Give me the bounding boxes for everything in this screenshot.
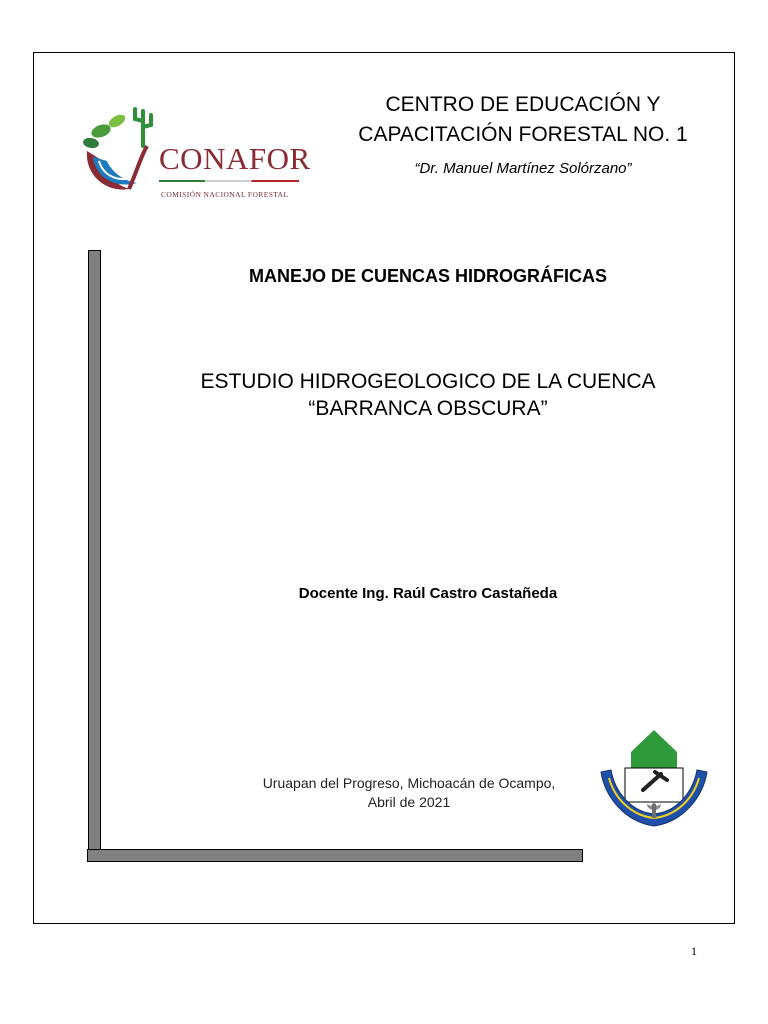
conafor-logo [77,91,311,207]
institution-subtitle: “Dr. Manuel Martínez Solórzano” [414,160,632,177]
institution-title-line2: CAPACITACIÓN FORESTAL NO. 1 [358,123,688,146]
study-title [110,368,746,422]
vertical-accent-bar [88,250,101,850]
institution-title [318,90,728,150]
teacher-name: Docente Ing. Raúl Castro Castañeda [298,585,558,602]
study-title-line2: “BARRANCA OBSCURA” [308,397,548,420]
conafor-logo-icon [77,91,157,207]
page-number: 1 [691,944,697,958]
subject-title: MANEJO DE CUENCAS HIDROGRÁFICAS [248,266,608,286]
date-line: Abril de 2021 [367,794,451,810]
logo-divider [159,180,299,182]
horizontal-accent-bar [87,849,583,862]
study-title-line1: ESTUDIO HIDROGEOLOGICO DE LA CUENCA [200,370,656,393]
conafor-wordmark: CONAFOR [159,141,311,176]
institution-title-line1: CENTRO DE EDUCACIÓN Y [385,93,661,116]
place-date [200,774,618,812]
place-line: Uruapan del Progreso, Michoacán de Ocampo, [262,775,556,791]
cecfor-emblem-icon [591,722,717,838]
school-emblem [591,722,717,838]
conafor-subtitle: COMISIÓN NACIONAL FORESTAL [161,190,289,199]
